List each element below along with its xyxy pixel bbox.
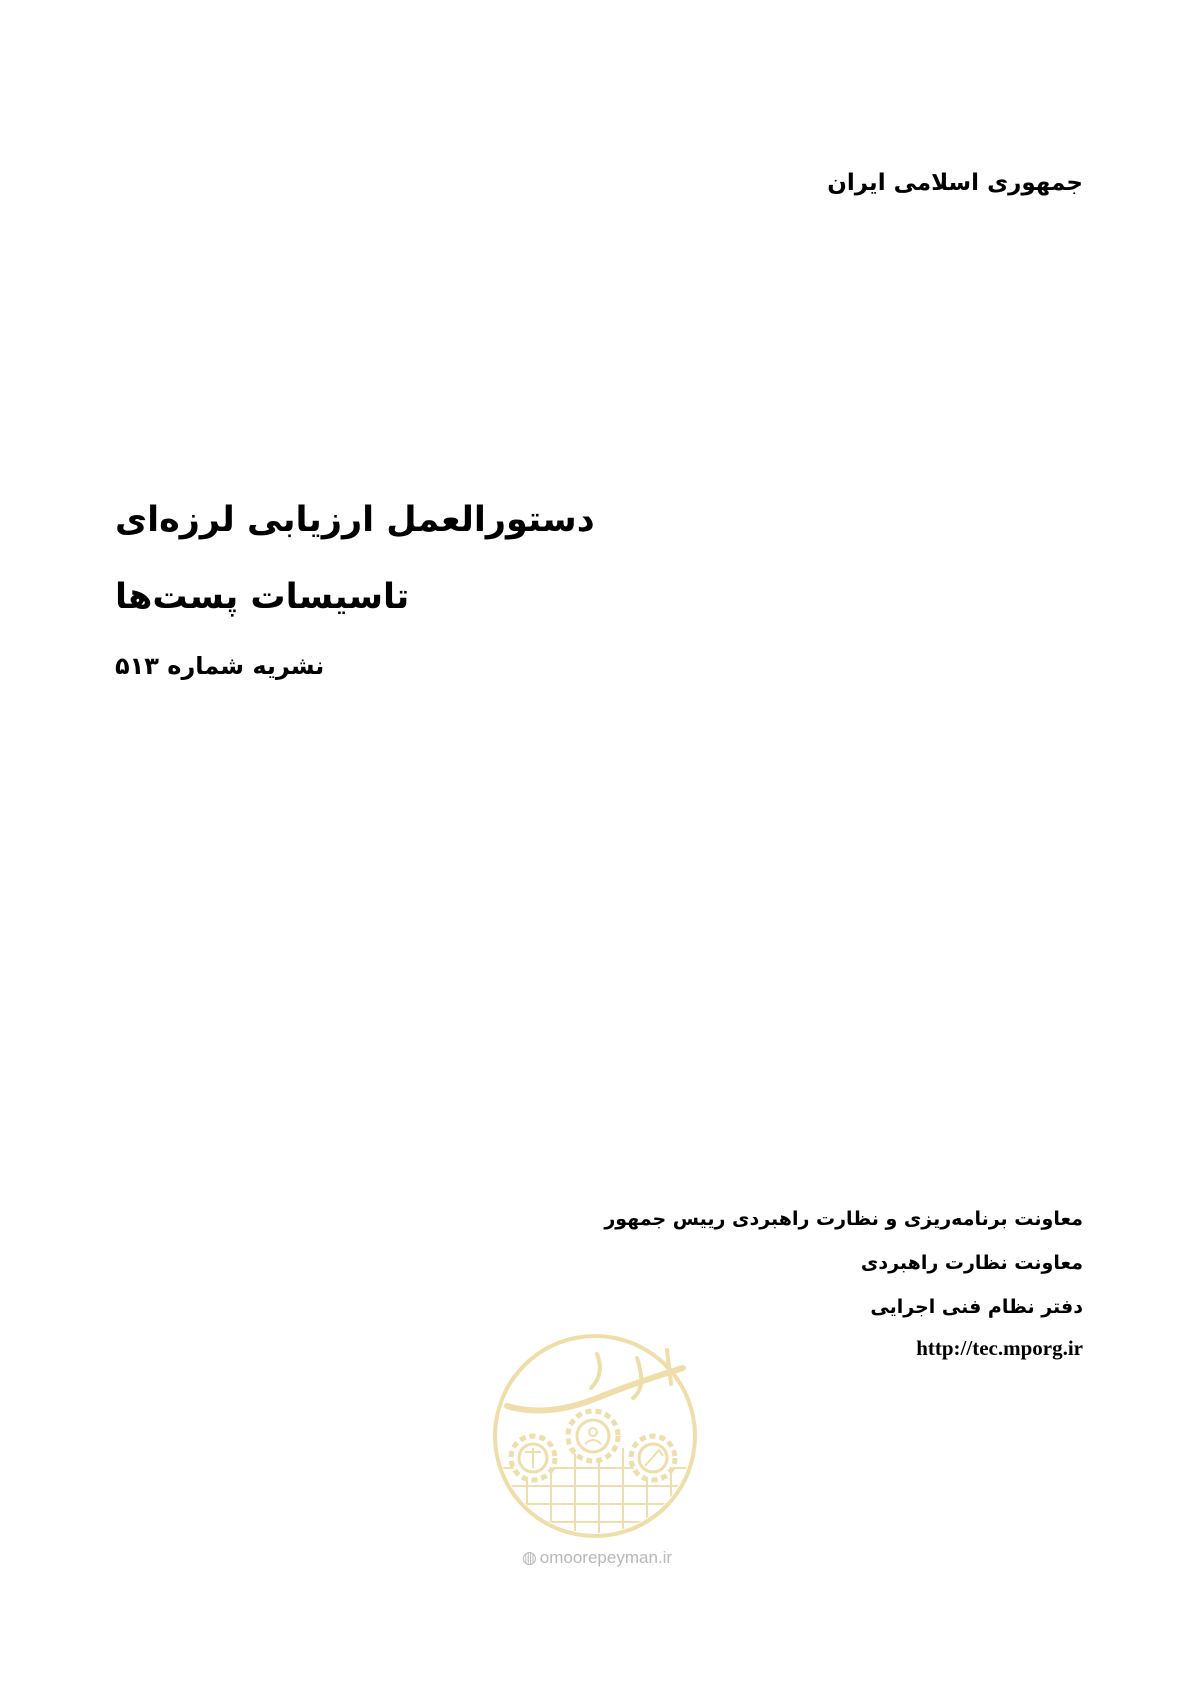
publisher-url: http://tec.mporg.ir (916, 1336, 1083, 1360)
document-title: دستورالعمل ارزیابی لرزه‌ای (115, 500, 595, 540)
globe-icon: ◍ (521, 1548, 537, 1567)
publisher-deputy: معاونت برنامه‌ریزی و نظارت راهبردی رییس جمهور (604, 1208, 1083, 1230)
watermark-site-text: omoorepeyman.ir (539, 1548, 673, 1567)
country-name: جمهوری اسلامی ایران (827, 170, 1083, 196)
watermark-site (497, 1548, 697, 1568)
document-subtitle: تاسیسات پست‌ها (115, 577, 410, 617)
publisher-office: دفتر نظام فنی اجرایی (870, 1296, 1083, 1318)
publication-number: نشریه شماره ۵۱۳ (115, 652, 325, 680)
publisher-supervision: معاونت نظارت راهبردی (860, 1252, 1083, 1274)
watermark-logo (487, 1328, 703, 1544)
